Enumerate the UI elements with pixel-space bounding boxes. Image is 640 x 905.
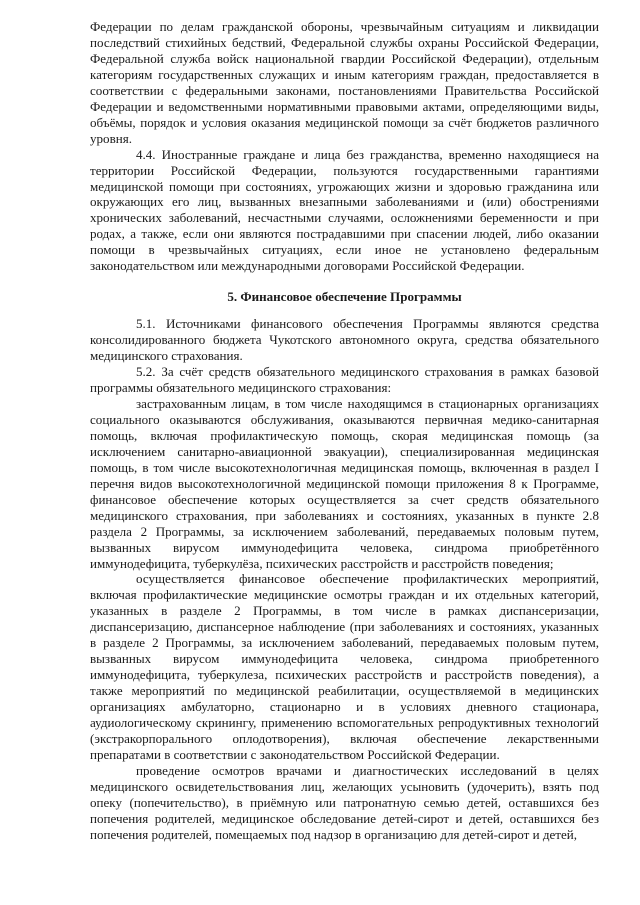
paragraph-preventive-measures: осуществляется финансовое обеспечение профилактических мероприятий, включая профилактические медицинские осмотры граждан и их отдельных категорий, указанных в разделе 2 Программы, в том числе в рамках диспансеризации, диспансеризацию, диспансерное наблюдение (при заболеваниях и состояниях, указанных в разделе 2 Программы, за исключением заболеваний, передаваемых половым путем, вызванных вирусом иммунодефицита человека, синдрома приобретенного иммунодефицита, туберкулеза, психических расстройств и расстройств поведения), а также мероприятий по медицинской реабилитации, осуществляемой в медицинских организациях амбулаторно, стационарно и в условиях дневного стационара, аудиологическому скринингу, применению вспомогательных репродуктивных технологий (экстракорпорального оплодотворения), включая обеспечение лекарственными препаратами в соответствии с законодательством Российской Федерации.	[90, 571, 599, 762]
paragraph-4-4: 4.4. Иностранные граждане и лица без гражданства, временно находящиеся на территории Российской Федерации, пользуются государственными гарантиями медицинской помощи при состояниях, угрожающих жизни и здоровью гражданина или окружающих его лиц, вызванных внезапными заболеваниями и (или) обострениями хронических заболеваний, несчастными случаями, осложнениями беременности и при родах, а также, если они являются пострадавшими при спасении людей, либо оказании помощи в чрезвычайных ситуациях, если иное не установлено федеральным законодательством или международными договорами Российской Федерации.	[90, 146, 599, 274]
section-heading: 5. Финансовое обеспечение Программы	[227, 289, 462, 305]
document-body	[90, 19, 599, 843]
paragraph-medical-examinations: проведение осмотров врачами и диагностических исследований в целях медицинского освидетельствования лиц, желающих усыновить (удочерить), взять под опеку (попечительство), в приёмную или патронатную семью детей, оставшихся без попечения родителей, медицинское обследование детей-сирот и детей, оставшихся без попечения родителей, помещаемых под надзор в организацию для детей-сирот и детей,	[90, 762, 599, 842]
paragraph-continuation-4-3: Федерации по делам гражданской обороны, чрезвычайным ситуациям и ликвидации последствий стихийных бедствий, Федеральной службы охраны Российской Федерации, Федеральной служба войск национальной гвардии Российской Федерации), отдельным категориям государственных служащих и иным категориям граждан, предоставляется в соответствии с федеральными законами, постановлениями Правительства Российской Федерации и ведомственными нормативными правовыми актами, определяющими виды, объёмы, порядок и условия оказания медицинской помощи за счёт бюджетов различного уровня.	[90, 19, 599, 146]
paragraph-insured-persons: застрахованным лицам, в том числе находящимся в стационарных организациях социального оказываются обслуживания, оказываются первичная медико-санитарная помощь, включая профилактическую помощь, скорая медицинская помощь (за исключением санитарно-авиационной эвакуации), специализированная медицинская помощь, в том числе высокотехнологичная медицинская помощь, включенная в раздел I перечня видов высокотехнологичной медицинской помощи приложения 8 к Программе, финансовое обеспечение которых осуществляется за счет средств обязательного медицинского страхования, при заболеваниях и состояниях, указанных в пункте 2.8 раздела 2 Программы, за исключением заболеваний, передаваемых половым путем, вызванных вирусом иммунодефицита человека, синдрома приобретённого иммунодефицита, туберкулёза, психических расстройств и расстройств поведения;	[90, 395, 599, 571]
paragraph-5-1: 5.1. Источниками финансового обеспечения Программы являются средства консолидированного бюджета Чукотского автономного округа, средства обязательного медицинского страхования.	[90, 316, 599, 364]
paragraph-5-2: 5.2. За счёт средств обязательного медицинского страхования в рамках базовой программы обязательного медицинского страхования:	[90, 364, 599, 396]
